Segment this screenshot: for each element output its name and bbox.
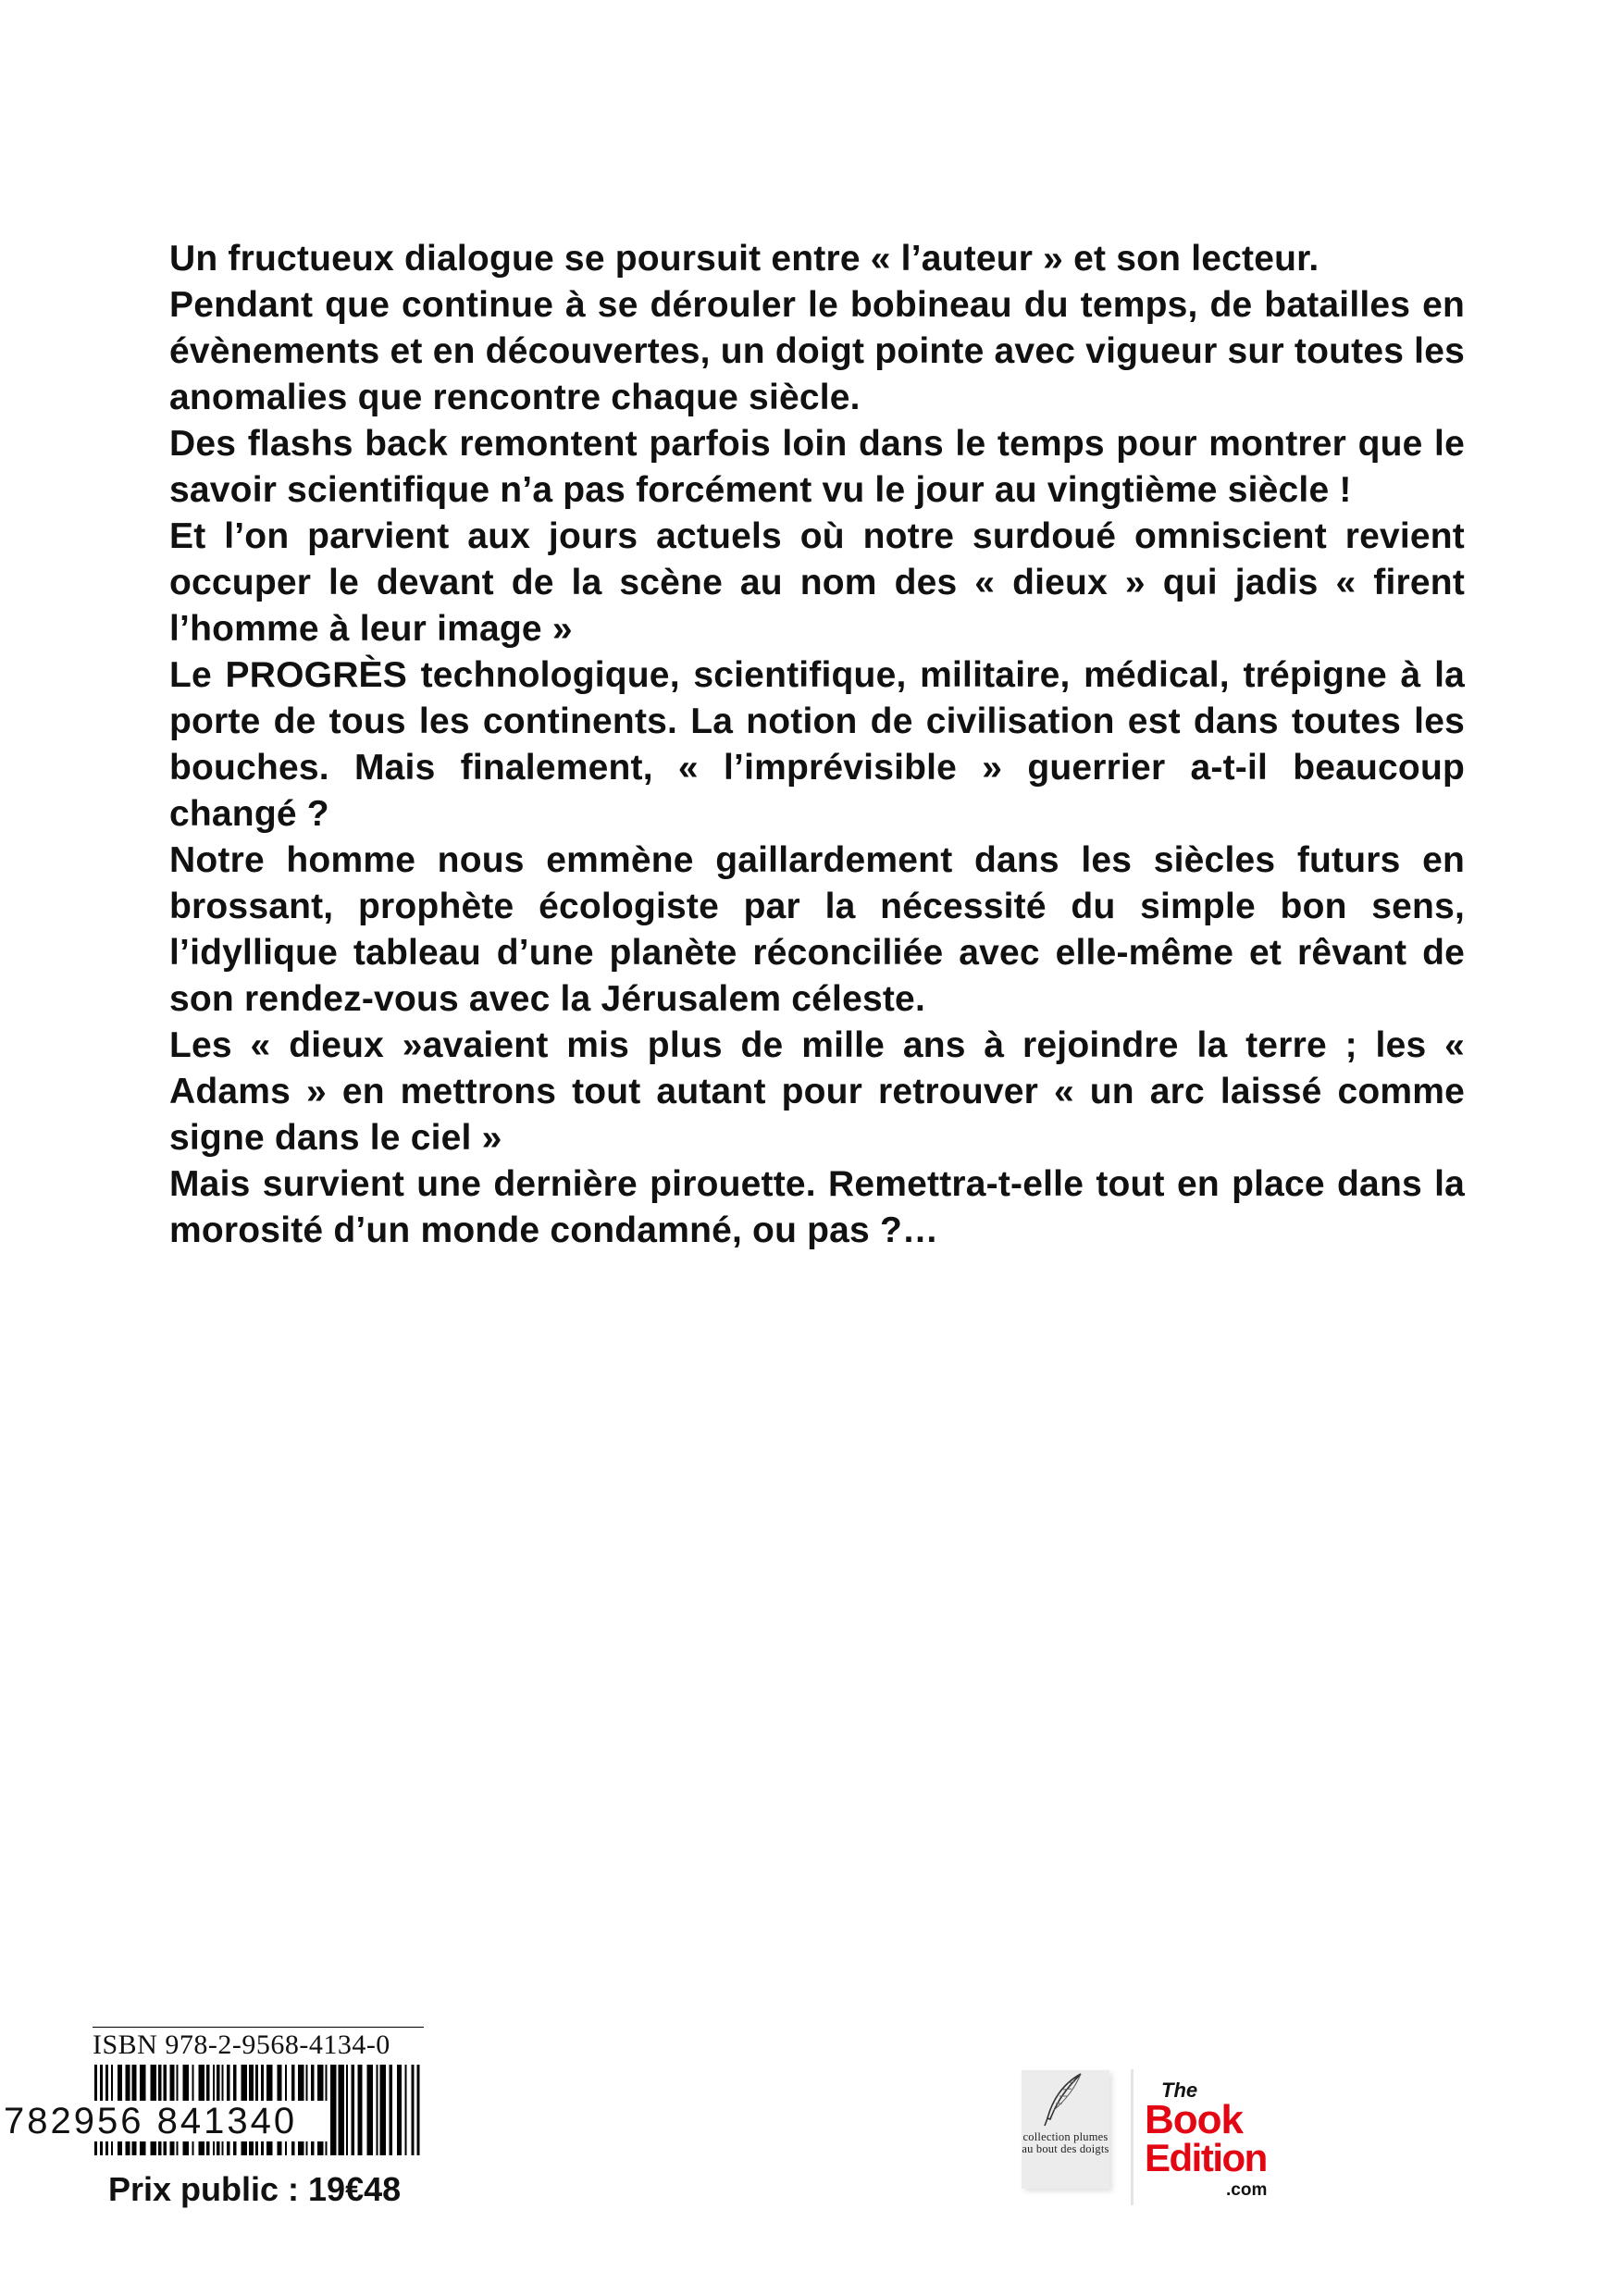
barcode-bar — [367, 2065, 374, 2155]
blurb-paragraph: Notre homme nous emmène gaillardement dans les siècles futurs en brossant, prophète écologiste par la nécessité du simple bon sens, l’idyllique tableau d’une planète réconciliée avec elle-même et rêvant de son rendez-vous avec la Jérusalem céleste. — [169, 840, 1465, 1019]
barcode-bar — [330, 2065, 337, 2155]
publisher-logo-book: Book — [1145, 2097, 1243, 2142]
publisher-logo-the: The — [1161, 2079, 1198, 2102]
barcode-bar — [346, 2065, 348, 2155]
collection-logo — [1022, 2070, 1109, 2189]
publisher-logo-edition: Edition — [1145, 2136, 1267, 2179]
barcode-bar — [380, 2065, 387, 2155]
publisher-logo — [1131, 2069, 1286, 2205]
blurb-paragraph: Pendant que continue à se dérouler le bobineau du temps, de batailles en évènements et en découvertes, un doigt pointe avec vigueur sur toutes les anomalies que rencontre chaque siècle. — [169, 285, 1465, 417]
barcode-bar — [358, 2065, 363, 2155]
blurb-paragraph: Un fructueux dialogue se poursuit entre « l’auteur » et son lecteur. — [169, 239, 1319, 279]
barcode-bar — [405, 2065, 407, 2155]
blurb-paragraph: Et l’on parvient aux jours actuels où notre surdoué omniscient revient occuper le devant de la scène au nom des « dieux » qui jadis « firent l’homme à leur image » — [169, 516, 1465, 649]
barcode-bar — [352, 2065, 355, 2155]
blurb-paragraph: Mais survient une dernière pirouette. Remettra-t-elle tout en place dans la morosité d’un monde condamné, ou pas ?… — [169, 1164, 1465, 1250]
back-cover-blurb — [169, 236, 1465, 1254]
quill-icon — [1022, 2070, 1109, 2129]
barcode-bar — [390, 2065, 393, 2155]
publisher-logo-domain: .com — [1226, 2180, 1268, 2200]
barcode-bar — [417, 2065, 420, 2155]
public-price: Prix public : 19€48 — [108, 2170, 402, 2208]
barcode-bar — [377, 2065, 378, 2155]
blurb-paragraph: Les « dieux »avaient mis plus de mille ans à rejoindre la terre ; les « Adams » en mettrons tout autant pour retrouver « un arc laissé comme signe dans le ciel » — [169, 1025, 1465, 1158]
blurb-paragraph: Des flashs back remontent parfois loin dans le temps pour montrer que le savoir scientifique n’a pas forcément vu le jour au vingtième siècle ! — [169, 424, 1465, 510]
barcode-bar — [339, 2065, 345, 2155]
blurb-paragraph: Le PROGRÈS technologique, scientifique, militaire, médical, trépigne à la porte de tous les continents. La notion de civilisation est dans toutes les bouches. Mais finalement, « l’imprévisible » guerrier a-t-il beaucoup changé ? — [169, 655, 1465, 834]
barcode-bar — [397, 2065, 402, 2155]
barcode-bar — [412, 2065, 415, 2155]
collection-name: collection plumes au bout des doigts — [1022, 2130, 1109, 2155]
isbn-label: ISBN 978-2-9568-4134-0 — [93, 2029, 390, 2060]
barcode-digits: 782956 841340 — [4, 2101, 328, 2141]
